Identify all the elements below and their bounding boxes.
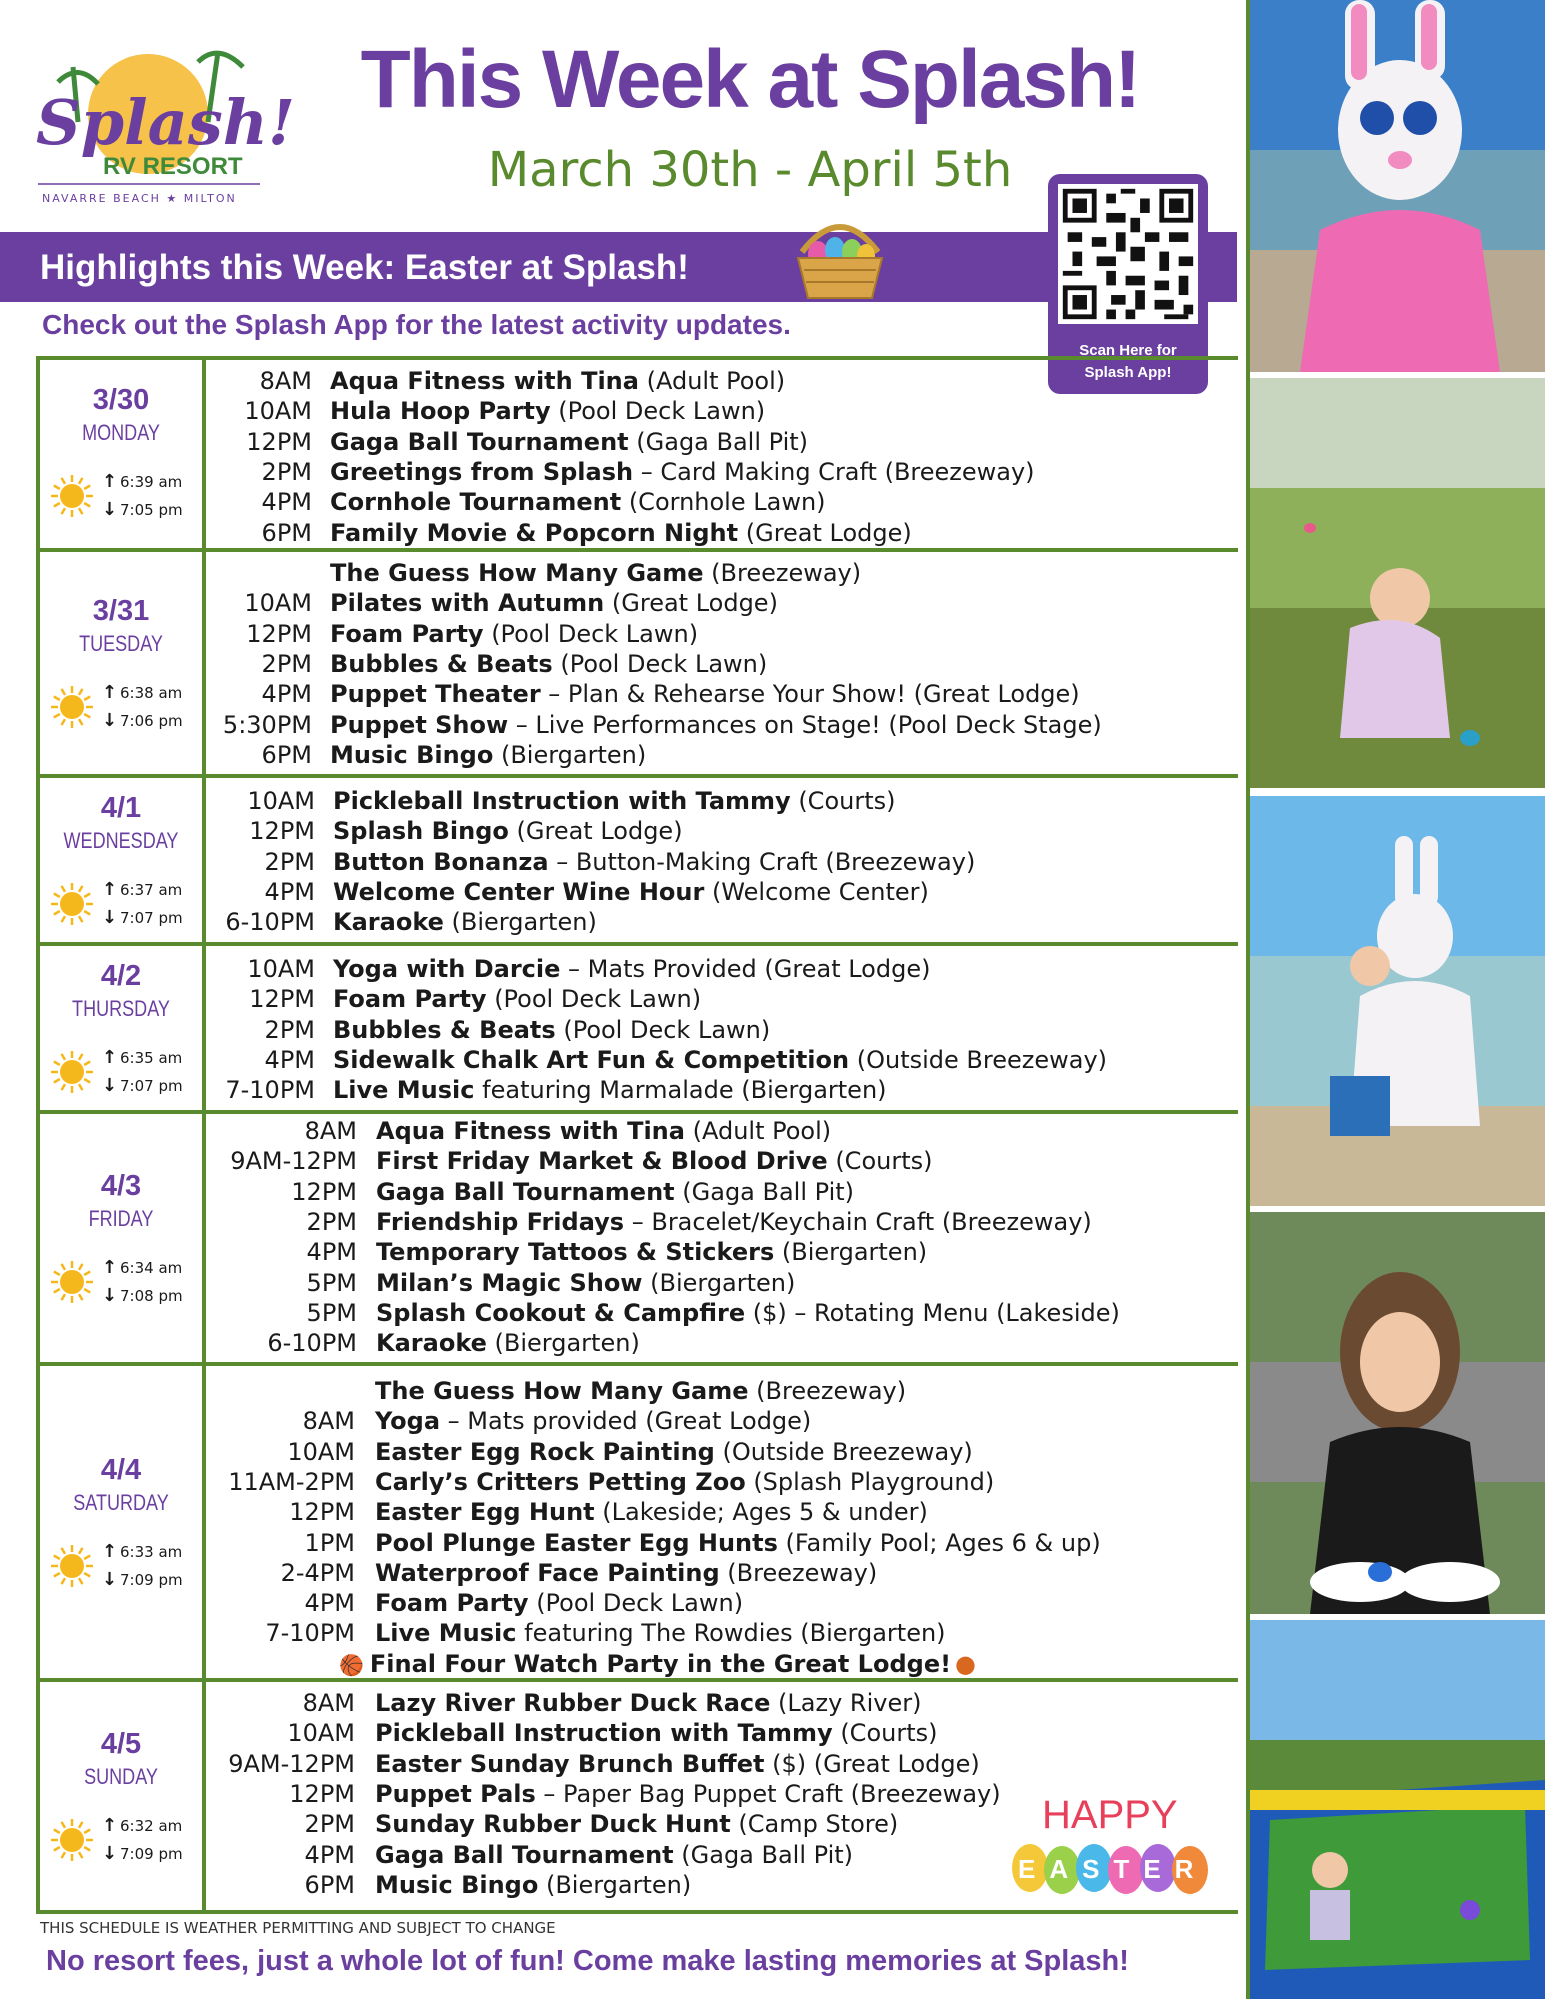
day-block (36, 1114, 1238, 1366)
event-time: 10AM (287, 1437, 355, 1466)
event-row (376, 1328, 640, 1358)
event-row (330, 457, 1035, 487)
event-title: Pilates with Autumn (330, 589, 605, 618)
sunset-value: 7:05 pm (120, 501, 183, 519)
event-time: 4PM (304, 1840, 355, 1869)
event-time: 7-10PM (225, 1076, 315, 1105)
event-location: – Paper Bag Puppet Craft (Breezeway) (535, 1779, 1001, 1808)
event-title: Live Music (333, 1076, 475, 1105)
event-title: Easter Egg Rock Painting (375, 1437, 715, 1466)
event-row (376, 1116, 831, 1146)
day-date: 4/3 (100, 1170, 142, 1202)
event-row (333, 954, 930, 984)
event-title: Karaoke (333, 908, 444, 937)
day-date: 4/4 (100, 1454, 142, 1486)
day-block (36, 778, 1238, 946)
event-title: Bubbles & Beats (333, 1015, 556, 1044)
event-title: Easter Sunday Brunch Buffet (375, 1749, 765, 1778)
event-location: (Pool Deck Lawn) (552, 649, 768, 678)
event-time: 9AM-12PM (228, 1749, 355, 1778)
event-title: Carly’s Critters Petting Zoo (375, 1467, 746, 1496)
basketball-icon: ● (955, 1649, 976, 1678)
event-time: 10AM (247, 787, 315, 815)
app-update-note: Check out the Splash App for the latest activity updates. (42, 309, 791, 340)
event-row (375, 1406, 811, 1436)
event-title: Yoga with Darcie (333, 955, 561, 983)
event-time: 4PM (264, 877, 315, 906)
event-title: Live Music (375, 1619, 517, 1648)
event-row (375, 1437, 973, 1467)
event-row (333, 877, 929, 907)
day-name: SATURDAY (73, 1490, 169, 1515)
event-row (330, 518, 912, 548)
splash-rv-resort-logo (28, 22, 296, 212)
event-location: – Button-Making Craft (Breezeway) (548, 847, 976, 876)
event-location: (Gaga Ball Pit) (673, 1840, 854, 1869)
event-location: (Cornhole Lawn) (621, 488, 826, 517)
event-row (333, 786, 895, 816)
event-location: (Breezeway) (748, 1377, 907, 1405)
sunrise-value: 6:32 am (120, 1817, 183, 1835)
event-row (375, 1840, 853, 1870)
sunrise-value: 6:34 am (120, 1259, 183, 1277)
event-title: Puppet Show (330, 710, 509, 739)
arrow-up-icon: ↑ (102, 682, 118, 703)
event-time: 2PM (261, 649, 312, 678)
day-name: MONDAY (82, 420, 160, 445)
event-time: 10AM (244, 397, 312, 426)
event-row (376, 1268, 795, 1298)
event-time: 1PM (304, 1528, 355, 1557)
event-time: 2PM (264, 847, 315, 876)
event-location: (Adult Pool) (684, 1117, 832, 1145)
event-title: The Guess How Many Game (375, 1377, 749, 1405)
event-time: 2PM (261, 457, 312, 486)
event-location: (Welcome Center) (704, 877, 929, 906)
event-row (330, 396, 765, 426)
event-row (376, 1207, 1092, 1237)
day-date: 4/1 (100, 792, 142, 824)
gaga-ball-pit-photo (1250, 1620, 1545, 1999)
event-time: 12PM (291, 1177, 357, 1206)
event-row (333, 847, 975, 877)
event-location: – Bracelet/Keychain Craft (Breezeway) (624, 1207, 1092, 1236)
event-time: 6PM (261, 518, 312, 547)
event-title: Splash Cookout & Campfire (376, 1298, 746, 1327)
event-location: (Pool Deck Lawn) (550, 397, 766, 426)
arrow-up-icon: ↑ (102, 1815, 118, 1836)
day-name: FRIDAY (88, 1206, 154, 1231)
easter-bunny-photo (1250, 0, 1545, 372)
event-row (376, 1298, 1120, 1328)
event-title: Welcome Center Wine Hour (333, 877, 705, 906)
svg-text:EASTER: EASTER (1018, 1854, 1208, 1884)
event-title: Music Bingo (330, 740, 494, 769)
event-row (375, 1588, 743, 1618)
event-location: ($) – Rotating Menu (Lakeside) (745, 1298, 1120, 1327)
event-row (375, 1809, 898, 1839)
event-row (339, 1649, 976, 1679)
event-time: 12PM (249, 817, 315, 846)
day-name: TUESDAY (79, 631, 163, 656)
day-name: THURSDAY (72, 996, 170, 1021)
event-location: ($) (Great Lodge) (764, 1749, 980, 1778)
page-title: This Week at Splash! (360, 34, 1140, 125)
event-time: 2PM (306, 1207, 357, 1236)
event-location: (Pool Deck Lawn) (528, 1589, 744, 1618)
event-time: 4PM (306, 1238, 357, 1267)
event-row (330, 427, 808, 457)
event-time: 6-10PM (267, 1329, 357, 1358)
event-time: 9AM-12PM (230, 1147, 357, 1176)
event-row (375, 1497, 928, 1527)
arrow-up-icon: ↑ (102, 879, 118, 900)
event-row (330, 679, 1080, 709)
event-location: (Great Lodge) (508, 817, 683, 846)
event-location: (Outside Breezeway) (714, 1437, 973, 1466)
event-location: (Biergarten) (443, 908, 597, 937)
sunrise-value: 6:38 am (120, 684, 183, 702)
event-title: Milan’s Magic Show (376, 1268, 643, 1297)
sunrise-value: 6:39 am (120, 473, 183, 491)
event-time: 12PM (249, 985, 315, 1014)
event-row (330, 710, 1102, 740)
event-time: 10AM (247, 955, 315, 983)
event-location: (Pool Deck Lawn) (555, 1015, 771, 1044)
day-block (36, 946, 1238, 1114)
event-row (330, 619, 698, 649)
event-location: (Courts) (827, 1147, 933, 1176)
event-row (333, 1075, 887, 1105)
event-row (330, 588, 778, 618)
event-time: 10AM (287, 1719, 355, 1748)
sunset-value: 7:07 pm (120, 1077, 183, 1095)
event-title: Button Bonanza (333, 847, 549, 876)
sunrise-value: 6:35 am (120, 1049, 183, 1067)
event-title: Pickleball Instruction with Tammy (333, 787, 791, 815)
arrow-down-icon: ↓ (102, 907, 118, 928)
event-row (333, 1045, 1107, 1075)
event-row (330, 740, 646, 770)
event-row (330, 649, 767, 679)
event-row (375, 1528, 1101, 1558)
day-block (36, 1366, 1238, 1682)
event-row (375, 1376, 906, 1406)
event-location: (Breezeway) (703, 559, 862, 587)
event-location: – Live Performances on Stage! (Pool Deck Stage) (508, 710, 1102, 739)
day-block (36, 552, 1238, 778)
event-time: 5PM (306, 1298, 357, 1327)
event-time: 6PM (304, 1870, 355, 1899)
event-row (375, 1870, 691, 1900)
event-location: (Biergarten) (493, 740, 647, 769)
event-location: (Gaga Ball Pit) (628, 427, 809, 456)
event-title: Gaga Ball Tournament (375, 1840, 674, 1869)
egg-painting-girl-photo (1250, 1212, 1545, 1614)
event-title: Pickleball Instruction with Tammy (375, 1719, 833, 1748)
event-time (36, 558, 312, 588)
event-title: Pool Plunge Easter Egg Hunts (375, 1528, 778, 1557)
event-time: 4PM (304, 1589, 355, 1618)
sunset-value: 7:09 pm (120, 1845, 183, 1863)
event-title: Gaga Ball Tournament (330, 427, 629, 456)
event-time: 12PM (246, 619, 312, 648)
event-time: 6PM (261, 740, 312, 769)
event-location: (Biergarten) (642, 1268, 796, 1297)
event-title: Greetings from Splash (330, 457, 634, 486)
event-row (375, 1618, 946, 1648)
event-title: Aqua Fitness with Tina (376, 1117, 685, 1145)
arrow-down-icon: ↓ (102, 1569, 118, 1590)
easter-basket-icon (790, 212, 890, 302)
event-title: Foam Party (330, 619, 484, 648)
event-time: 10AM (244, 589, 312, 618)
arrow-up-icon: ↑ (102, 1541, 118, 1562)
event-location: (Biergarten) (774, 1238, 928, 1267)
date-range: March 30th - April 5th (487, 142, 1013, 198)
event-row (376, 1146, 932, 1176)
event-time: 12PM (246, 427, 312, 456)
event-location: – Plan & Rehearse Your Show! (Great Lodge) (540, 680, 1080, 709)
event-row (330, 366, 785, 396)
event-row (333, 1015, 770, 1045)
event-row (376, 1177, 854, 1207)
event-title: Cornhole Tournament (330, 488, 622, 517)
basketball-hoop-icon: 🏀 (339, 1652, 364, 1677)
event-row (375, 1718, 937, 1748)
event-time: 2PM (304, 1810, 355, 1839)
event-time: 4PM (261, 488, 312, 517)
day-block (36, 356, 1238, 552)
event-location: (Courts) (790, 787, 896, 815)
event-time: 8AM (302, 1407, 355, 1436)
event-time: 4PM (264, 1045, 315, 1074)
event-time: 4PM (261, 680, 312, 709)
event-time: 2-4PM (280, 1558, 355, 1587)
event-location: (Courts) (832, 1719, 938, 1748)
arrow-up-icon: ↑ (102, 1047, 118, 1068)
event-title: Music Bingo (375, 1870, 539, 1899)
event-row (376, 1237, 927, 1267)
event-title: Easter Egg Hunt (375, 1498, 595, 1527)
event-location: – Card Making Craft (Breezeway) (633, 457, 1035, 486)
event-time (36, 1649, 355, 1679)
event-time: 12PM (289, 1779, 355, 1808)
event-title: Karaoke (376, 1329, 487, 1358)
event-location: (Gaga Ball Pit) (674, 1177, 855, 1206)
day-name: SUNDAY (84, 1764, 158, 1789)
event-time: 5PM (306, 1268, 357, 1297)
svg-text:RV RESORT: RV RESORT (103, 153, 243, 180)
event-row (375, 1779, 1001, 1809)
event-title: Final Four Watch Party in the Great Lodge! (369, 1649, 952, 1678)
arrow-down-icon: ↓ (102, 1843, 118, 1864)
sunrise-value: 6:37 am (120, 881, 183, 899)
event-location: (Pool Deck Lawn) (486, 985, 702, 1014)
event-title: Foam Party (375, 1589, 529, 1618)
event-location: (Splash Playground) (745, 1467, 995, 1496)
event-row (375, 1558, 877, 1588)
day-date: 3/31 (92, 595, 150, 627)
event-row (375, 1749, 980, 1779)
event-location: featuring Marmalade (Biergarten) (474, 1076, 887, 1105)
event-time: 8AM (304, 1117, 357, 1145)
event-title: Sunday Rubber Duck Hunt (375, 1810, 731, 1839)
event-row (330, 487, 826, 517)
event-time (36, 1376, 355, 1406)
event-location: (Pool Deck Lawn) (483, 619, 699, 648)
event-row (333, 816, 683, 846)
event-title: Waterproof Face Painting (375, 1558, 720, 1587)
arrow-down-icon: ↓ (102, 710, 118, 731)
arrow-up-icon: ↑ (102, 1257, 118, 1278)
event-title: Gaga Ball Tournament (376, 1177, 675, 1206)
sunset-value: 7:09 pm (120, 1571, 183, 1589)
egg-hunt-photo (1250, 378, 1545, 788)
event-title: Hula Hoop Party (330, 397, 551, 426)
event-row (375, 1688, 921, 1718)
weather-disclaimer: THIS SCHEDULE IS WEATHER PERMITTING AND SUBJECT TO CHANGE (40, 1919, 556, 1937)
event-location: (Great Lodge) (738, 518, 912, 547)
event-location: featuring The Rowdies (Biergarten) (516, 1619, 946, 1648)
event-title: Puppet Theater (330, 680, 541, 709)
event-title: Friendship Fridays (376, 1207, 625, 1236)
event-location: (Biergarten) (486, 1329, 640, 1358)
event-title: Bubbles & Beats (330, 649, 553, 678)
event-title: Family Movie & Popcorn Night (330, 518, 739, 547)
event-title: The Guess How Many Game (330, 559, 704, 587)
event-location: (Camp Store) (730, 1810, 899, 1839)
event-title: Splash Bingo (333, 817, 509, 846)
event-title: Foam Party (333, 985, 487, 1014)
event-time: 7-10PM (265, 1619, 355, 1648)
event-row (333, 907, 597, 937)
arrow-down-icon: ↓ (102, 1285, 118, 1306)
event-row (330, 558, 861, 588)
arrow-down-icon: ↓ (102, 1075, 118, 1096)
event-time: 5:30PM (222, 710, 312, 739)
arrow-down-icon: ↓ (102, 499, 118, 520)
event-title: First Friday Market & Blood Drive (376, 1147, 828, 1176)
happy-easter-graphic (1000, 1786, 1230, 1896)
event-time: 8AM (302, 1689, 355, 1717)
event-location: (Lazy River) (770, 1689, 922, 1717)
event-location: (Adult Pool) (638, 367, 786, 395)
event-location: – Mats Provided (Great Lodge) (560, 955, 931, 983)
highlights-banner-text: Highlights this Week: Easter at Splash! (40, 248, 689, 287)
event-location: (Breezeway) (719, 1558, 878, 1587)
day-date: 3/30 (92, 384, 150, 416)
svg-text:Splash!: Splash! (36, 86, 296, 159)
arrow-up-icon: ↑ (102, 471, 118, 492)
event-title: Yoga (375, 1407, 441, 1436)
event-title: Temporary Tattoos & Stickers (376, 1238, 775, 1267)
svg-text:NAVARRE BEACH ★ MILTON: NAVARRE BEACH ★ MILTON (42, 192, 237, 205)
event-time: 11AM-2PM (228, 1467, 355, 1496)
sunset-value: 7:06 pm (120, 712, 183, 730)
event-time: 8AM (259, 367, 312, 395)
sunset-value: 7:07 pm (120, 909, 183, 927)
sunrise-value: 6:33 am (120, 1543, 183, 1561)
footer-tagline: No resort fees, just a whole lot of fun! Come make lasting memories at Splash! (46, 1945, 1129, 1977)
day-date: 4/2 (100, 960, 142, 992)
event-time: 6-10PM (225, 908, 315, 937)
event-title: Puppet Pals (375, 1779, 536, 1808)
event-row (375, 1467, 994, 1497)
event-time: 12PM (289, 1498, 355, 1527)
sunset-value: 7:08 pm (120, 1287, 183, 1305)
svg-text:HAPPY: HAPPY (1042, 1793, 1178, 1837)
event-time: 2PM (264, 1015, 315, 1044)
event-title: Sidewalk Chalk Art Fun & Competition (333, 1045, 850, 1074)
qr-code-icon[interactable] (1058, 184, 1198, 324)
event-location: (Biergarten) (538, 1870, 692, 1899)
day-name: WEDNESDAY (63, 828, 179, 853)
qr-caption: Scan Here for Splash App! (1079, 342, 1177, 381)
event-location: (Lakeside; Ages 5 & under) (594, 1498, 928, 1527)
day-date: 4/5 (100, 1728, 142, 1760)
event-location: (Family Pool; Ages 6 & up) (777, 1528, 1101, 1557)
event-location: (Outside Breezeway) (849, 1045, 1108, 1074)
event-location: (Great Lodge) (604, 589, 778, 618)
event-title: Lazy River Rubber Duck Race (375, 1689, 771, 1717)
event-row (333, 984, 701, 1014)
event-location: – Mats provided (Great Lodge) (440, 1407, 812, 1436)
event-title: Aqua Fitness with Tina (330, 367, 639, 395)
bunny-poolside-photo (1250, 796, 1545, 1206)
